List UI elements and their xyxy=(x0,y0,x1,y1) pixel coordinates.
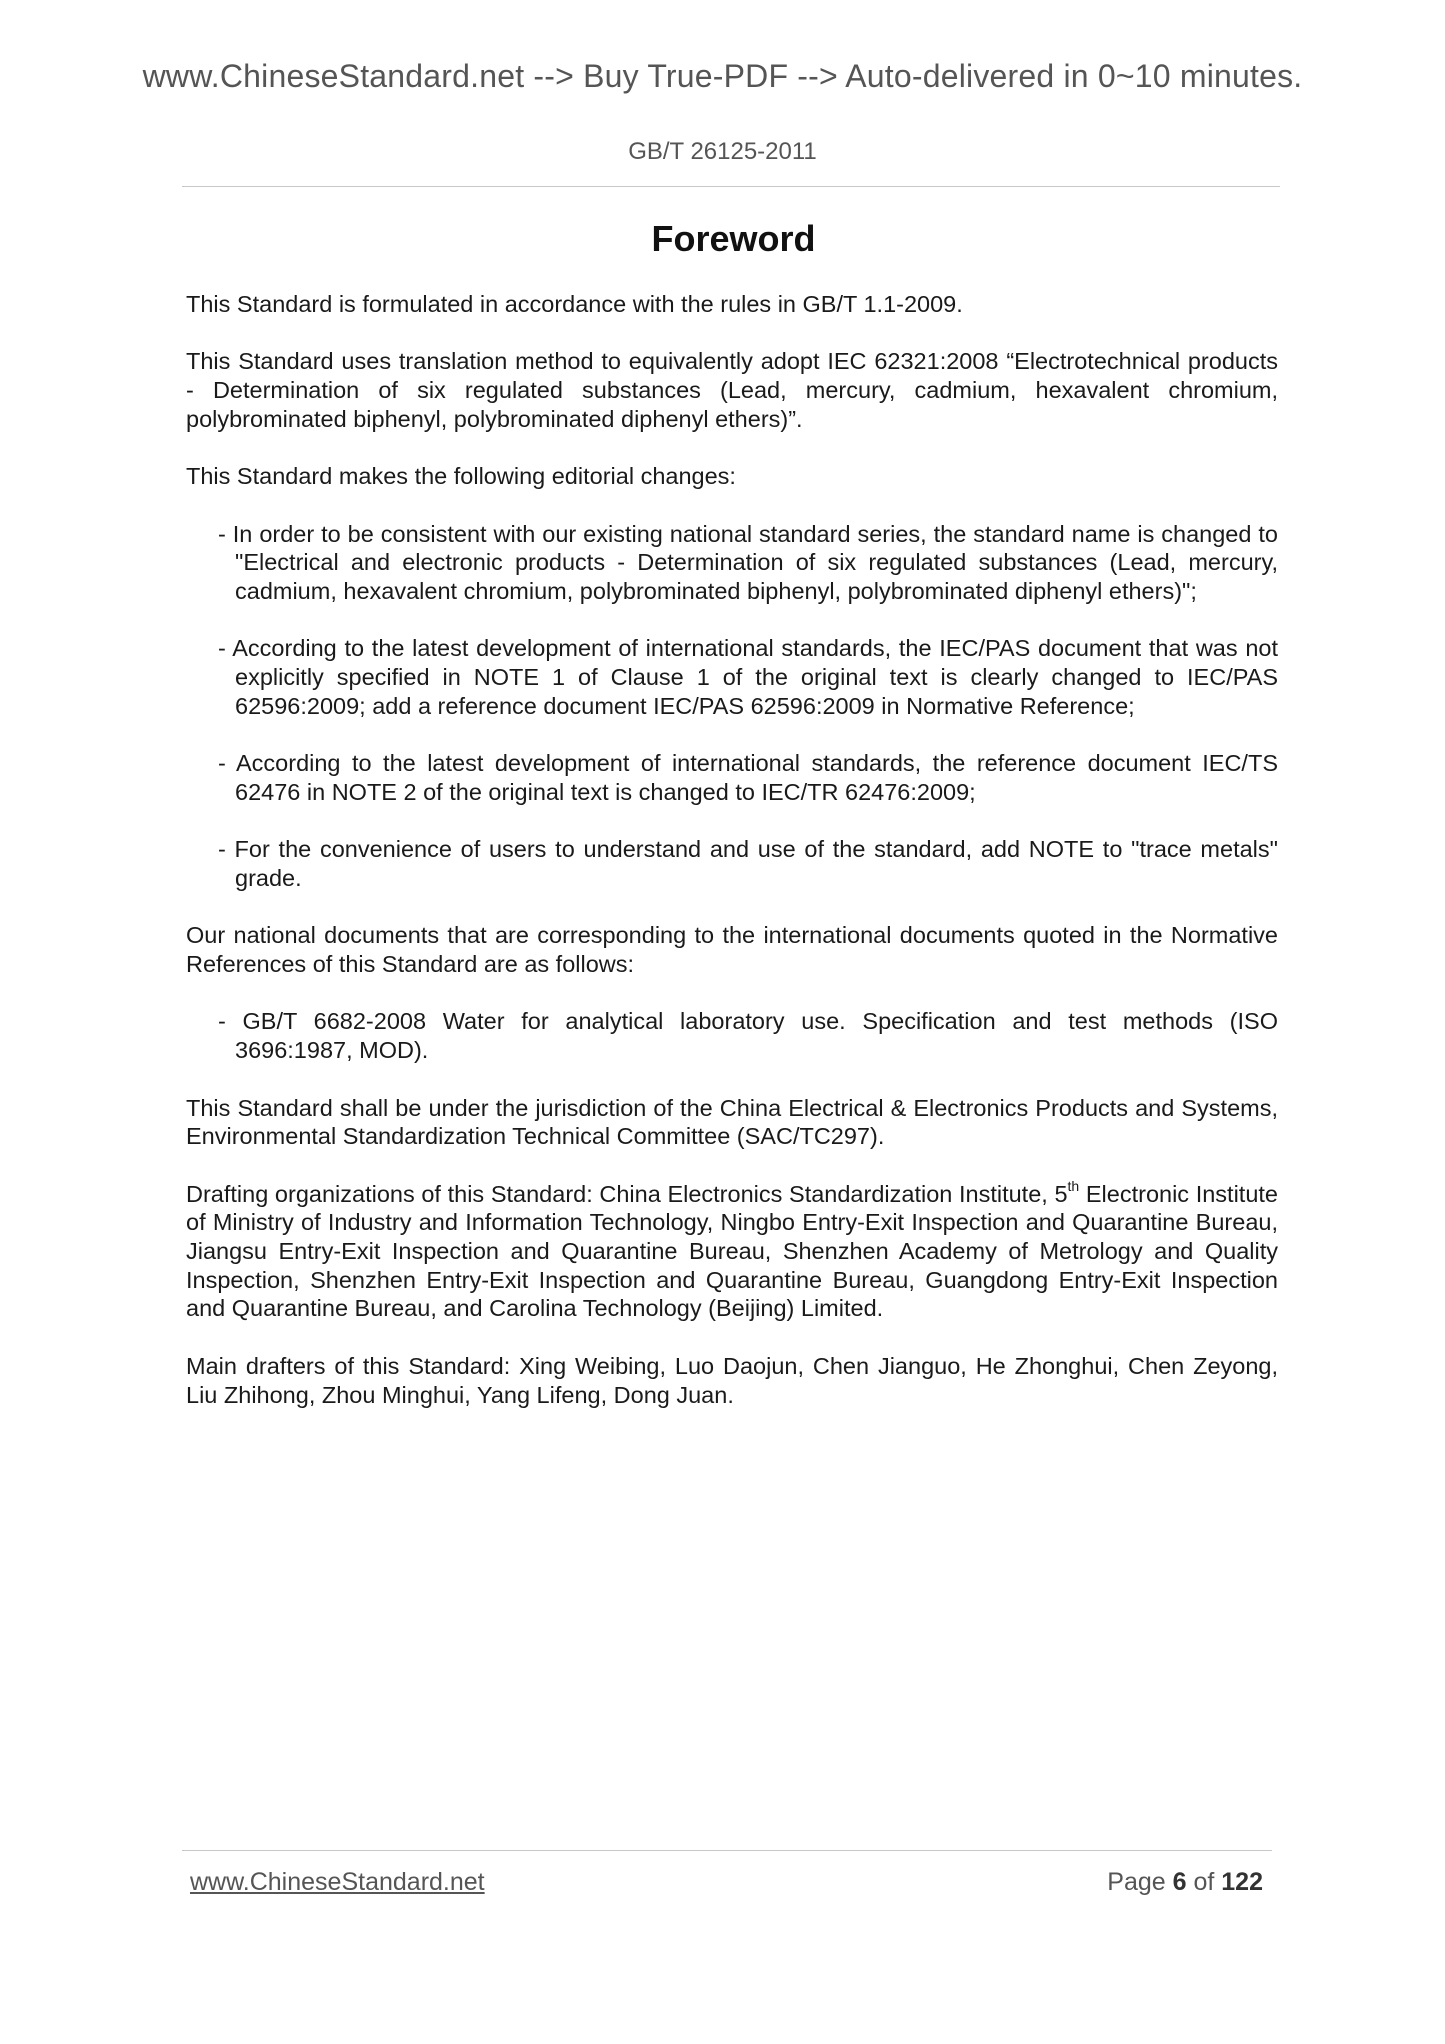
paragraph-editorial-changes-intro: This Standard makes the following editorial changes: xyxy=(186,463,736,490)
footer-website-link[interactable]: www.ChineseStandard.net xyxy=(190,1868,485,1896)
foreword-body xyxy=(186,290,1278,1409)
list-item-reference: - GB/T 6682-2008 Water for analytical laboratory use. Specification and test methods (ISO 3696:1987, MOD). xyxy=(218,1008,1278,1064)
paragraph-national-documents: Our national documents that are corresponding to the international documents quoted in the Normative References of this Standard are as follows: xyxy=(186,922,1278,978)
paragraph-jurisdiction: This Standard shall be under the jurisdiction of the China Electrical & Electronics Products and Systems, Environmental Standardization Technical Committee (SAC/TC297). xyxy=(186,1094,1278,1150)
header-divider xyxy=(182,186,1280,187)
page-label-of: of xyxy=(1186,1868,1222,1896)
list-item-change: - According to the latest development of international standards, the IEC/PAS document that was not explicitly specified in NOTE 1 of Clause 1 of the original text is clearly changed to IEC/PAS 62596:2009; add a reference document IEC/PAS 62596:2009 in Normative Reference; xyxy=(218,635,1278,719)
paragraph-main-drafters: Main drafters of this Standard: Xing Weibing, Luo Daojun, Chen Jianguo, He Zhonghui, Chen Zeyong, Liu Zhihong, Zhou Minghui, Yang Lifeng, Dong Juan. xyxy=(186,1352,1278,1408)
list-item-change: - In order to be consistent with our existing national standard series, the standard name is changed to "Electrical and electronic products - Determination of six regulated substances (Lead, mercury, cadmium, hexavalent chromium, polybrominated biphenyl, polybrominated diphenyl ethers)"; xyxy=(218,520,1278,604)
drafting-orgs-text-start: Drafting organizations of this Standard: China Electronics Standardization Institute, 5 xyxy=(186,1180,1068,1207)
ordinal-superscript: th xyxy=(1067,1177,1080,1194)
paragraph-adoption: This Standard uses translation method to equivalently adopt IEC 62321:2008 “Electrotechnical products - Determination of six regulated substances (Lead, mercury, cadmium, hexavalent chromium, polybrominated biphenyl, polybrominated diphenyl ethers)”. xyxy=(186,348,1278,432)
current-page-number: 6 xyxy=(1172,1868,1187,1896)
total-pages-number: 122 xyxy=(1221,1868,1263,1896)
paragraph-formulation-rules: This Standard is formulated in accordance with the rules in GB/T 1.1-2009. xyxy=(186,291,963,317)
drafting-orgs-text-end: Electronic Institute of Ministry of Industry and Information Technology, Ningbo Entry-Exit Inspection and Quarantine Bureau, Jiangsu Entry-Exit Inspection and Quarantine Bureau, Shenzhen Academy of Metrology and Quality Inspection, Shenzhen Entry-Exit Inspection and Quarantine Bureau, Guangdong Entry-Exit Inspection and Quarantine Bureau, and Carolina Technology (Beijing) Limited. xyxy=(186,1180,1278,1322)
list-item-change: - According to the latest development of international standards, the reference document IEC/TS 62476 in NOTE 2 of the original text is changed to IEC/TR 62476:2009; xyxy=(218,750,1278,805)
page-number xyxy=(1107,1868,1263,1897)
top-banner: www.ChineseStandard.net --> Buy True-PDF --> Auto-delivered in 0~10 minutes. xyxy=(142,58,1303,94)
footer-divider xyxy=(182,1850,1272,1851)
page-label-prefix: Page xyxy=(1107,1868,1173,1896)
list-item-change: - For the convenience of users to understand and use of the standard, add NOTE to "trace metals" grade. xyxy=(218,836,1278,891)
standard-code: GB/T 26125-2011 xyxy=(628,138,817,165)
page-title-wrapper xyxy=(0,218,1445,260)
page-title: Foreword xyxy=(651,218,816,259)
paragraph-drafting-organizations xyxy=(186,1177,1278,1324)
